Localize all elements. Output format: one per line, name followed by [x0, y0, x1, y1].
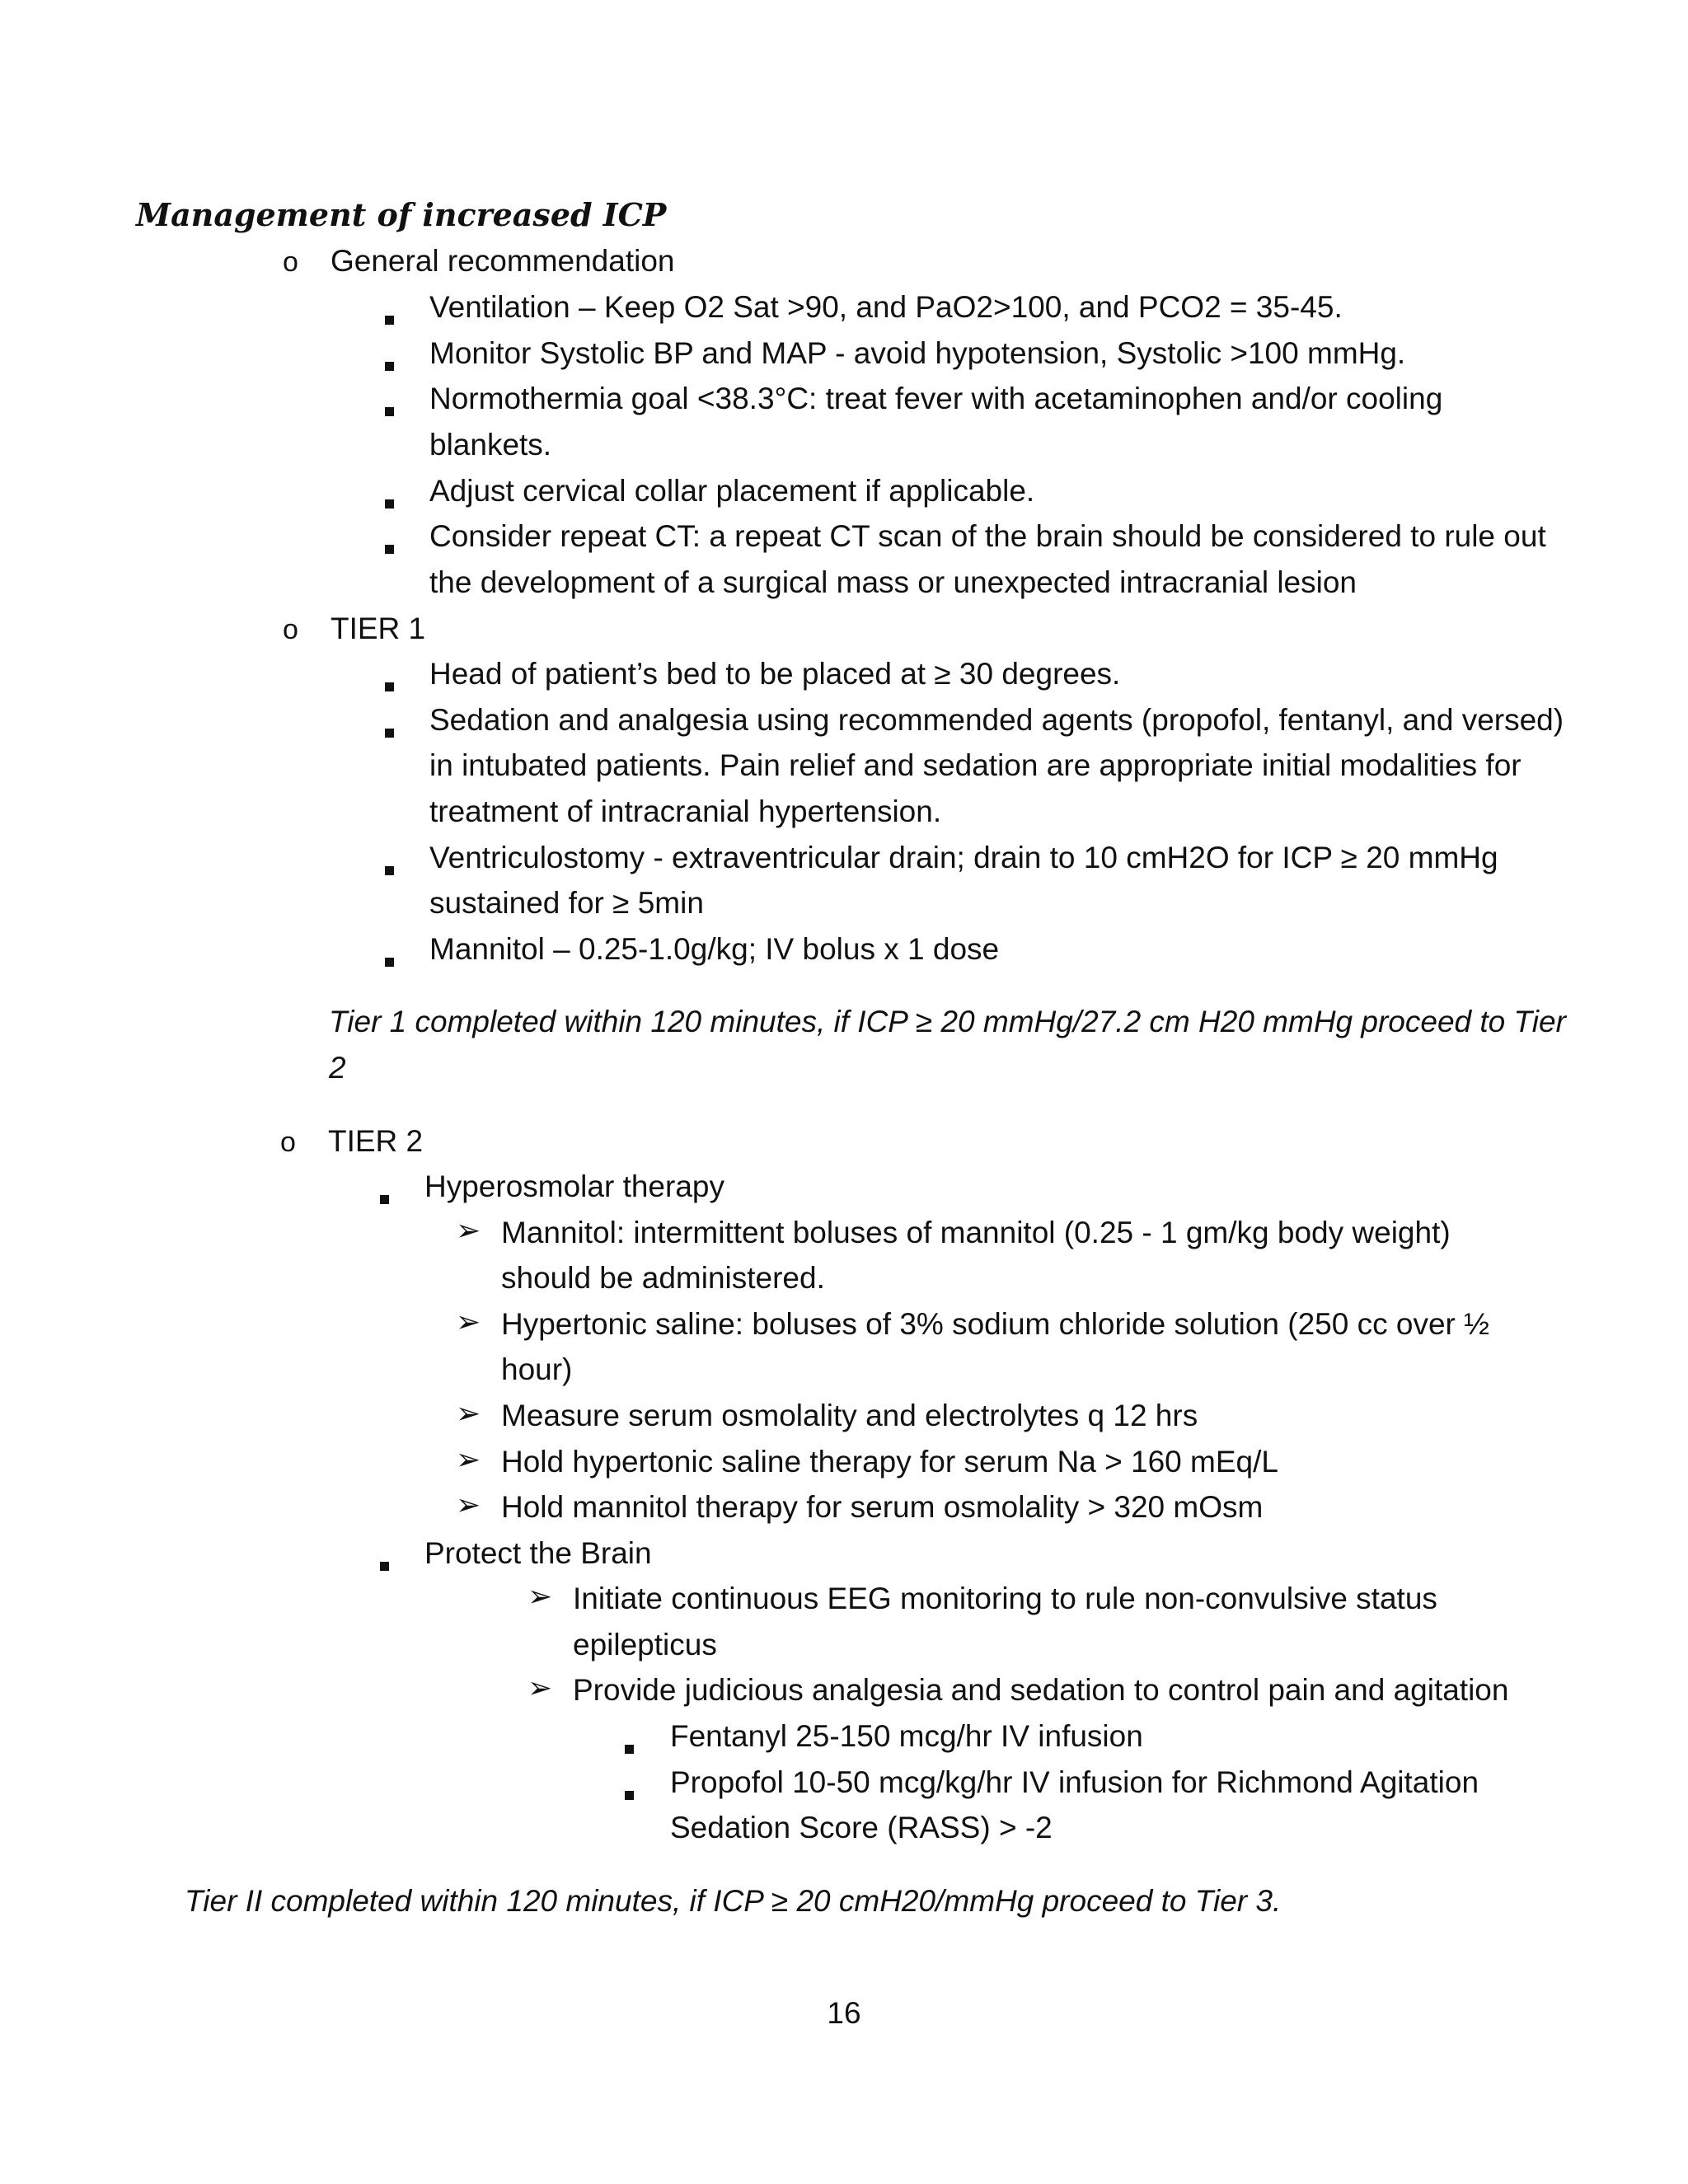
square-bullet-icon [385, 941, 394, 972]
square-bullet-icon [625, 1774, 634, 1805]
list-item: Ventriculostomy - extraventricular drain; drain to 10 cmH2O for ICP ≥ 20 mmHg [429, 841, 1498, 874]
list-item: Sedation and analgesia using recommended agents (propofol, fentanyl, and versed) [429, 703, 1564, 737]
square-bullet-icon [385, 528, 394, 559]
arrow-bullet-icon: ➢ [456, 1442, 481, 1476]
circle-bullet-icon: o [283, 246, 298, 278]
square-bullet-icon [385, 483, 394, 513]
list-item-continued: in intubated patients. Pain relief and sedation are appropriate initial modalities for [429, 748, 1522, 782]
arrow-bullet-icon: ➢ [456, 1213, 481, 1247]
page-number: 16 [827, 1996, 861, 2030]
circle-bullet-icon: o [280, 1127, 296, 1158]
list-item: Initiate continuous EEG monitoring to rule non-convulsive status [573, 1582, 1437, 1615]
square-bullet-icon [380, 1179, 389, 1209]
list-item: Mannitol: intermittent boluses of mannitol (0.25 - 1 gm/kg body weight) [501, 1216, 1451, 1249]
arrow-bullet-icon: ➢ [456, 1488, 481, 1521]
list-item: Monitor Systolic BP and MAP - avoid hypotension, Systolic >100 mmHg. [429, 336, 1406, 370]
list-item-continued: sustained for ≥ 5min [429, 886, 704, 920]
hyperosmolar-label: Hyperosmolar therapy [424, 1169, 724, 1203]
tier1-note-continued: 2 [329, 1051, 346, 1085]
square-bullet-icon [380, 1545, 389, 1576]
list-item-continued: should be administered. [501, 1261, 825, 1295]
arrow-bullet-icon: ➢ [456, 1396, 481, 1430]
list-item-continued: the development of a surgical mass or unexpected intracranial lesion [429, 565, 1357, 599]
tier2-label: TIER 2 [328, 1124, 424, 1158]
protect-label: Protect the Brain [424, 1536, 652, 1570]
list-item: Provide judicious analgesia and sedation to control pain and agitation [573, 1673, 1509, 1707]
list-item: Ventilation – Keep O2 Sat >90, and PaO2>100, and PCO2 = 35-45. [429, 290, 1343, 324]
list-item: Fentanyl 25-150 mcg/hr IV infusion [670, 1719, 1143, 1753]
list-item: Consider repeat CT: a repeat CT scan of the brain should be considered to rule out [429, 519, 1546, 553]
list-item: Hold hypertonic saline therapy for serum Na > 160 mEq/L [501, 1445, 1278, 1479]
square-bullet-icon [385, 712, 394, 743]
square-bullet-icon [385, 299, 394, 330]
arrow-bullet-icon: ➢ [456, 1305, 481, 1338]
list-item: Head of patient’s bed to be placed at ≥ 30 degrees. [429, 657, 1121, 691]
list-item: Hypertonic saline: boluses of 3% sodium chloride solution (250 cc over ½ [501, 1307, 1490, 1341]
square-bullet-icon [385, 391, 394, 421]
list-item: Mannitol – 0.25-1.0g/kg; IV bolus x 1 dose [429, 932, 1000, 966]
section-heading: Management of increased ICP [136, 196, 667, 233]
general-label: General recommendation [331, 244, 675, 278]
list-item: Adjust cervical collar placement if applicable. [429, 474, 1035, 508]
circle-bullet-icon: o [283, 614, 298, 645]
square-bullet-icon [385, 666, 394, 696]
list-item: Normothermia goal <38.3°C: treat fever with acetaminophen and/or cooling [429, 382, 1443, 415]
list-item-continued: hour) [501, 1352, 573, 1386]
list-item-continued: blankets. [429, 428, 552, 462]
list-item-continued: epilepticus [573, 1628, 717, 1661]
square-bullet-icon [385, 345, 394, 376]
list-item: Measure serum osmolality and electrolytes q 12 hrs [501, 1399, 1198, 1432]
list-item-continued: treatment of intracranial hypertension. [429, 794, 942, 828]
list-item: Hold mannitol therapy for serum osmolality > 320 mOsm [501, 1490, 1264, 1524]
tier1-label: TIER 1 [331, 612, 426, 645]
square-bullet-icon [385, 850, 394, 880]
arrow-bullet-icon: ➢ [528, 1579, 553, 1613]
arrow-bullet-icon: ➢ [528, 1671, 553, 1704]
square-bullet-icon [625, 1728, 634, 1759]
tier1-note: Tier 1 completed within 120 minutes, if ICP ≥ 20 mmHg/27.2 cm H20 mmHg proceed to Tier [329, 1005, 1566, 1038]
list-item-continued: Sedation Score (RASS) > -2 [670, 1811, 1053, 1844]
list-item: Propofol 10-50 mcg/kg/hr IV infusion for Richmond Agitation [670, 1765, 1479, 1799]
tier2-note: Tier II completed within 120 minutes, if ICP ≥ 20 cmH20/mmHg proceed to Tier 3. [185, 1884, 1282, 1918]
